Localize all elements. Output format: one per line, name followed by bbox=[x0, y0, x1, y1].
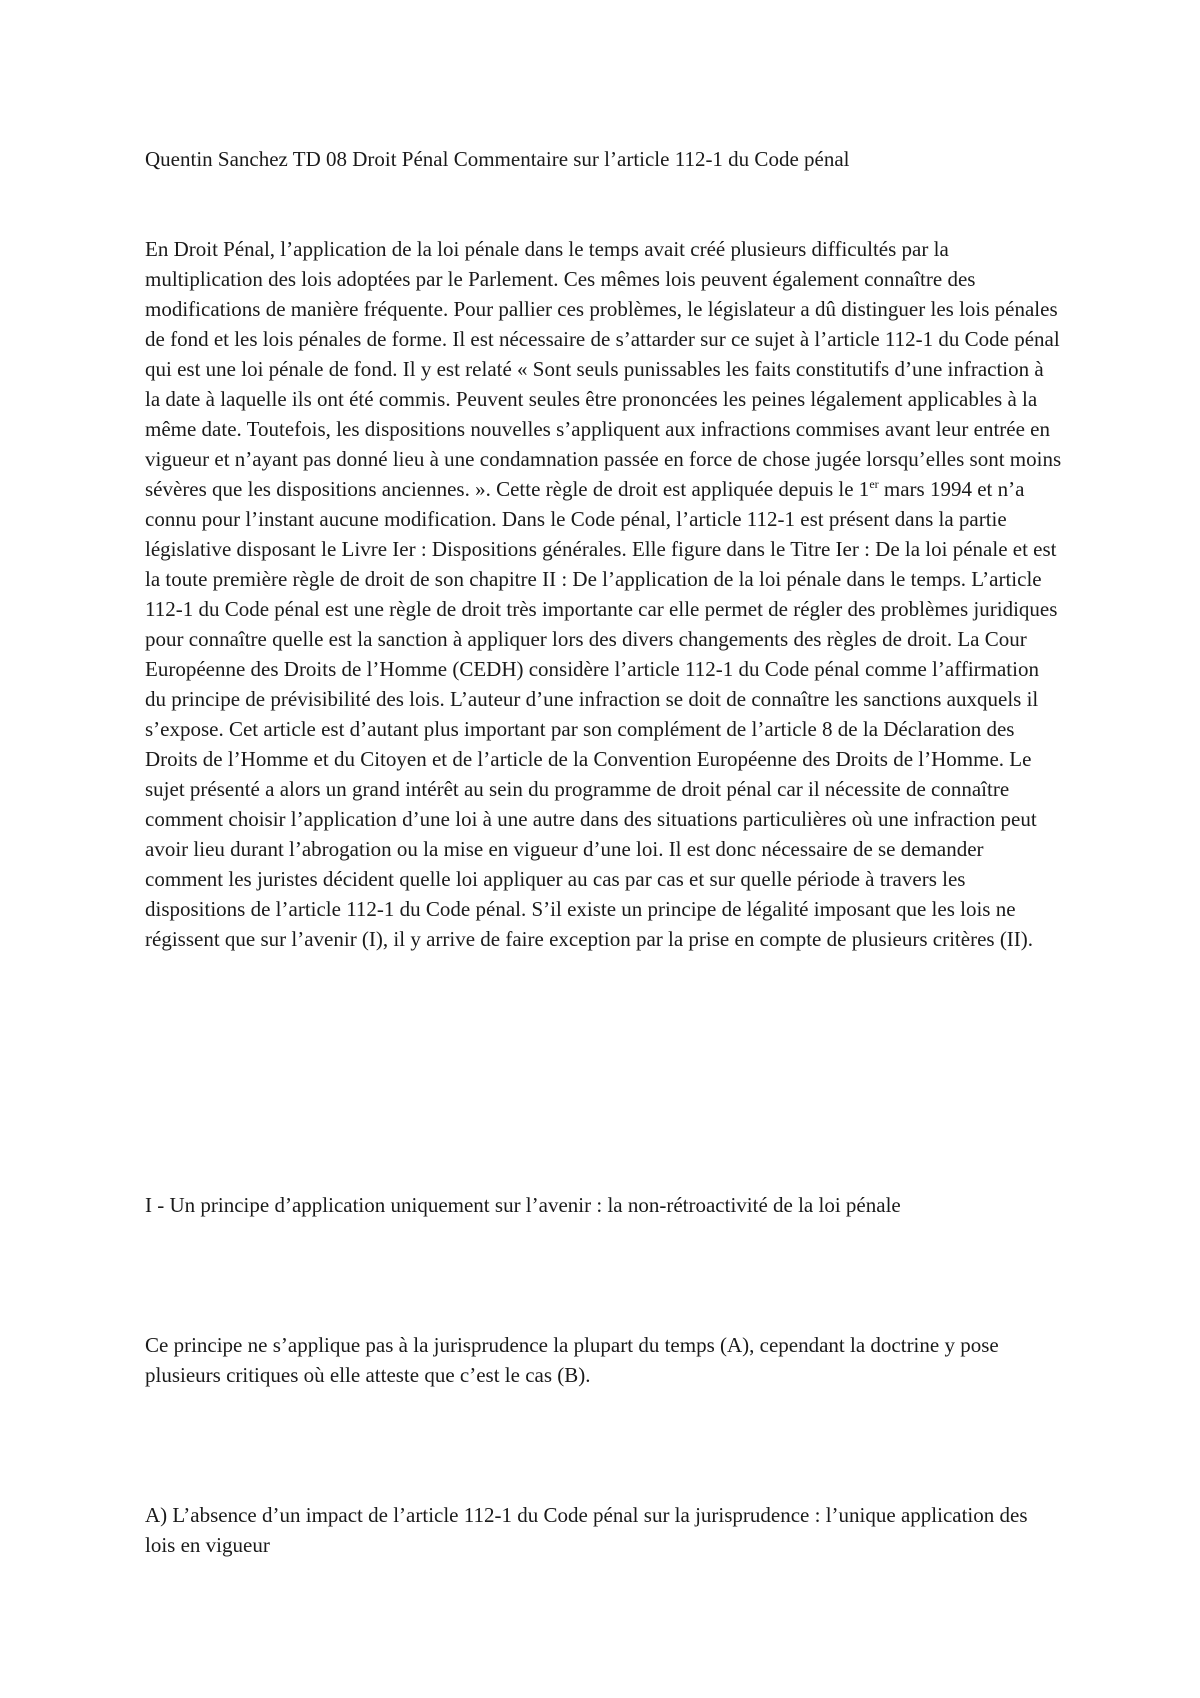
subsection-a-heading: A) L’absence d’un impact de l’article 112-1 du Code pénal sur la jurisprudence : l’unique application des lois en vigueur bbox=[145, 1503, 1028, 1557]
introduction-paragraph bbox=[145, 234, 1063, 954]
document-title: Quentin Sanchez TD 08 Droit Pénal Commentaire sur l’article 112-1 du Code pénal bbox=[145, 147, 850, 171]
introduction-text-before-superscript: En Droit Pénal, l’application de la loi pénale dans le temps avait créé plusieurs difficultés par la multiplication des lois adoptées par le Parlement. Ces mêmes lois peuvent également connaître des modifications de manière fréquente. Pour pallier ces problèmes, le législateur a dû distinguer les lois pénales de fond et les lois pénales de forme. Il est nécessaire de s’attarder sur ce sujet à l’article 112-1 du Code pénal qui est une loi pénale de fond. Il y est relaté « Sont seuls punissables les faits constitutifs d’une infraction à la date à laquelle ils ont été commis. Peuvent seules être prononcées les peines légalement applicables à la même date. Toutefois, les dispositions nouvelles s’appliquent aux infractions commises avant leur entrée en vigueur et n’ayant pas donné lieu à une condamnation passée en force de chose jugée lorsqu’elles sont moins sévères que les dispositions anciennes. ». Cette règle de droit est appliquée depuis le 1 bbox=[145, 237, 1062, 501]
date-ordinal-superscript: er bbox=[869, 477, 879, 491]
section-one-heading: I - Un principe d’application uniquement sur l’avenir : la non-rétroactivité de la loi pénale bbox=[145, 1193, 901, 1217]
section-one-paragraph: Ce principe ne s’applique pas à la jurisprudence la plupart du temps (A), cependant la doctrine y pose plusieurs critiques où elle atteste que c’est le cas (B). bbox=[145, 1333, 999, 1387]
introduction-text-after-superscript: mars 1994 et n’a connu pour l’instant aucune modification. Dans le Code pénal, l’article 112-1 est présent dans la partie législative disposant le Livre Ier : Dispositions générales. Elle figure dans le Titre Ier : De la loi pénale et est la toute première règle de droit de son chapitre II : De l’application de la loi pénale dans le temps. L’article 112-1 du Code pénal est une règle de droit très importante car elle permet de régler des problèmes juridiques pour connaître quelle est la sanction à appliquer lors des divers changements des règles de droit. La Cour Européenne des Droits de l’Homme (CEDH) considère l’article 112-1 du Code pénal comme l’affirmation du principe de prévisibilité des lois. L’auteur d’une infraction se doit de connaître les sanctions auxquels il s’expose. Cet article est d’autant plus important par son complément de l’article 8 de la Déclaration des Droits de l’Homme et du Citoyen et de l’article de la Convention Européenne des Droits de l’Homme. Le sujet présenté a alors un grand intérêt au sein du programme de droit pénal car il nécessite de connaître comment choisir l’application d’une loi à une autre dans des situations particulières où une infraction peut avoir lieu durant l’abrogation ou la mise en vigueur d’une loi. Il est donc nécessaire de se demander comment les juristes décident quelle loi appliquer au cas par cas et sur quelle période à travers les dispositions de l’article 112-1 du Code pénal. S’il existe un principe de légalité imposant que les lois ne régissent que sur l’avenir (I), il y arrive de faire exception par la prise en compte de plusieurs critères (II). bbox=[145, 477, 1058, 951]
